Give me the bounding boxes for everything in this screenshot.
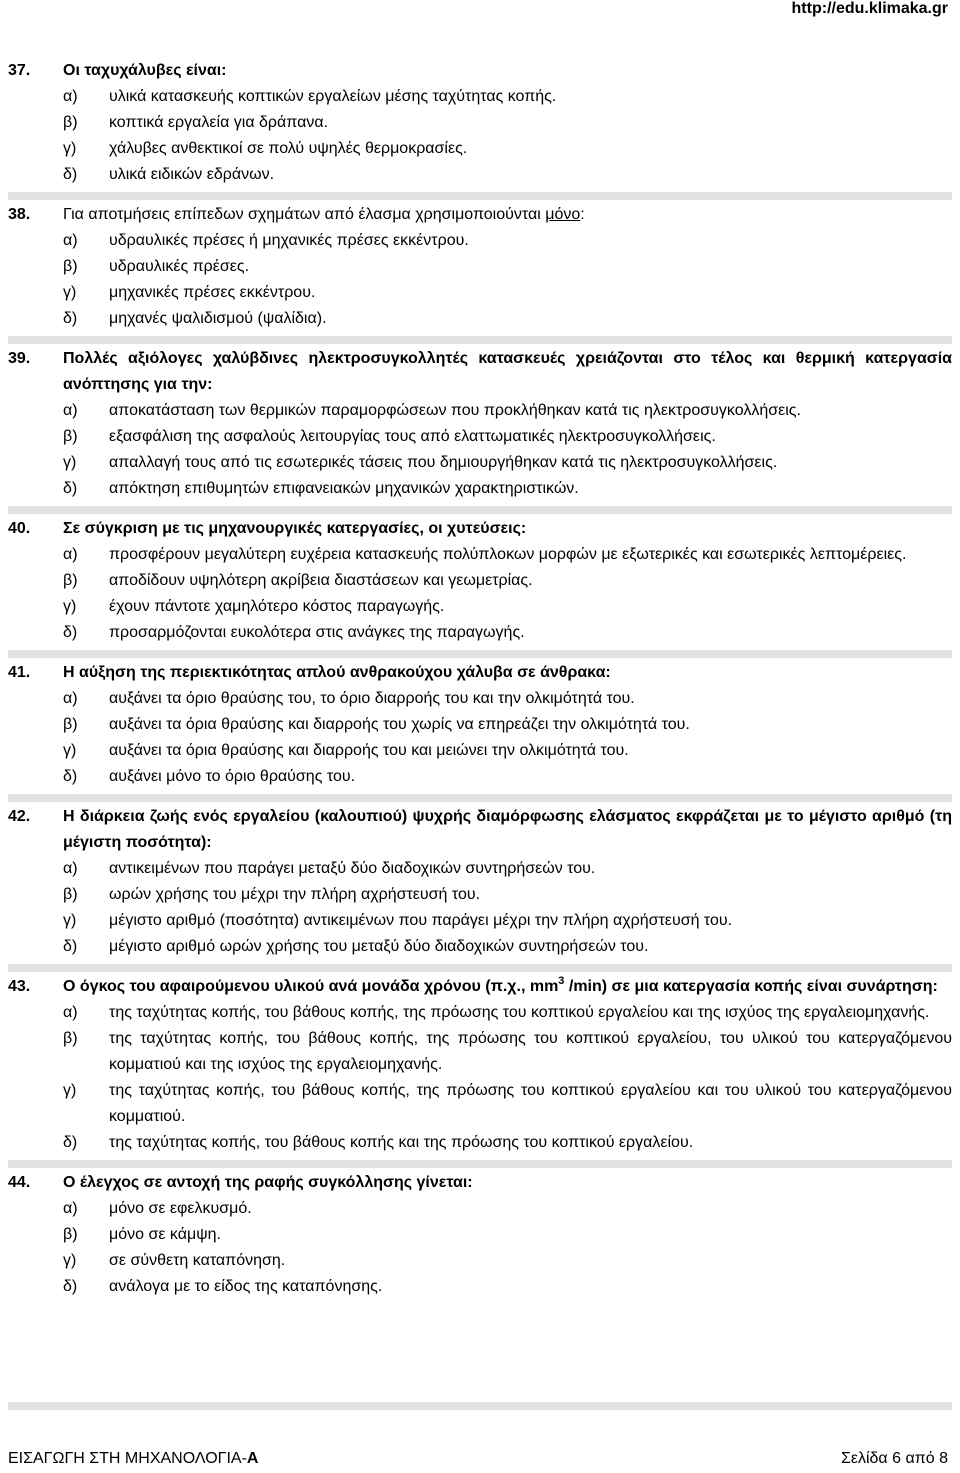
answer-option-text: μέγιστο αριθμό ωρών χρήσης του μεταξύ δύο διαδοχικών συντηρήσεών του. [109,938,649,955]
question-block [8,56,952,192]
question-number: 40. [8,520,31,537]
question-number: 44. [8,1174,31,1191]
answer-option-text: μηχανικές πρέσες εκκέντρου. [109,284,316,301]
answer-option-letter: β) [63,716,78,733]
answer-option-text: χάλυβες ανθεκτικοί σε πολύ υψηλές θερμοκρασίες. [109,140,468,157]
answer-option-letter: β) [63,886,78,903]
answer-option-letter: δ) [63,624,78,641]
answer-option-text: αυξάνει μόνο το όριο θραύσης του. [109,768,356,785]
answer-option [8,542,952,568]
answer-option-letter: δ) [63,1134,78,1151]
answer-option [8,856,952,882]
footer-page-number: Σελίδα 6 από 8 [840,1450,948,1467]
answer-option-letter: δ) [63,938,78,955]
answer-option-text: αποδίδουν υψηλότερη ακρίβεια διαστάσεων και γεωμετρίας. [109,572,533,589]
question-block [8,794,952,964]
question-block [8,336,952,506]
answer-option [8,398,952,424]
answer-option-letter: α) [63,860,78,877]
question-stem-part: : [580,206,585,223]
answer-option-letter: δ) [63,480,78,497]
question-header [8,200,952,228]
answer-option [8,136,952,162]
question-number: 41. [8,664,31,681]
answer-option-text: της ταχύτητας κοπής, του βάθους κοπής, της πρόωσης του κοπτικού εργαλείου και της ισχύος της εργαλειομηχανής. [109,1004,930,1021]
answer-option [8,228,952,254]
answer-option-letter: γ) [63,912,77,929]
answer-option-letter: γ) [63,1082,77,1099]
answer-option [8,908,952,934]
question-number: 38. [8,206,31,223]
question-stem [63,974,952,1000]
answer-option [8,1222,952,1248]
answer-option-text: μόνο σε εφελκυσμό. [109,1200,252,1217]
question-stem: Ο έλεγχος σε αντοχή της ραφής συγκόλλησης γίνεται: [63,1174,473,1191]
answer-option-letter: β) [63,428,78,445]
footer-divider [8,1402,952,1410]
answer-option-text: αντικειμένων που παράγει μεταξύ δύο διαδοχικών συντηρήσεών του. [109,860,596,877]
question-header [8,658,952,686]
answer-option-letter: γ) [63,742,77,759]
answer-option-text: αυξάνει τα όρια θραύσης και διαρροής του και μειώνει την ολκιμότητά του. [109,742,629,759]
question-block [8,650,952,794]
question-block [8,964,952,1160]
answer-option [8,738,952,764]
question-header [8,56,952,84]
question-number: 42. [8,808,31,825]
footer-course-title [8,1450,258,1468]
answer-option-letter: β) [63,1226,78,1243]
answer-option-text: προσφέρουν μεγαλύτερη ευχέρεια κατασκευής πολύπλοκων μορφών με εξωτερικές και εσωτερικές λεπτομέρειες. [109,546,907,563]
question-header [8,1168,952,1196]
question-stem: Σε σύγκριση με τις μηχανουργικές κατεργασίες, οι χυτεύσεις: [63,520,527,537]
answer-option-letter: β) [63,572,78,589]
answer-option-text: ωρών χρήσης του μέχρι την πλήρη αχρήστευσή του. [109,886,481,903]
answer-option-letter: α) [63,1004,78,1021]
answer-option [8,1078,952,1130]
question-stem-part: /min) σε μια κατεργασία κοπής είναι συνάρτηση: [564,978,938,995]
answer-option [8,686,952,712]
answer-option [8,764,952,790]
question-stem: Η αύξηση της περιεκτικότητας απλού ανθρακούχου χάλυβα σε άνθρακα: [63,664,611,681]
question-number: 39. [8,350,31,367]
footer-course-prefix: ΕΙΣΑΓΩΓΗ ΣΤΗ ΜΗΧΑΝΟΛΟΓΙΑ- [8,1450,247,1467]
question-block [8,192,952,336]
answer-option-letter: β) [63,114,78,131]
question-block [8,506,952,650]
answer-option-letter: α) [63,546,78,563]
answer-option [8,934,952,960]
answer-option-text: μέγιστο αριθμό (ποσότητα) αντικειμένων που παράγει μέχρι την πλήρη αχρήστευσή του. [109,912,733,929]
answer-option [8,712,952,738]
answer-option-letter: γ) [63,1252,77,1269]
answer-option-text: υλικά κατασκευής κοπτικών εργαλείων μέσης ταχύτητας κοπής. [109,88,557,105]
answer-option-text: αποκατάσταση των θερμικών παραμορφώσεων που προκλήθηκαν κατά τις ηλεκτροσυγκολλήσεις. [109,402,801,419]
answer-option-text: απόκτηση επιθυμητών επιφανειακών μηχανικών χαρακτηριστικών. [109,480,579,497]
answer-option-text: έχουν πάντοτε χαμηλότερο κόστος παραγωγής. [109,598,445,615]
answer-option [8,476,952,502]
answer-option [8,568,952,594]
answer-option-text: υδραυλικές πρέσες. [109,258,250,275]
answer-option-letter: δ) [63,166,78,183]
answer-option-text: σε σύνθετη καταπόνηση. [109,1252,286,1269]
answer-option-text: μηχανές ψαλιδισμού (ψαλίδια). [109,310,327,327]
question-number: 43. [8,978,31,995]
questions-list [8,56,952,1304]
answer-option-text: μόνο σε κάμψη. [109,1226,221,1243]
question-stem [63,202,952,228]
question-stem: Η διάρκεια ζωής ενός εργαλείου (καλουπιού) ψυχρής διαμόρφωσης ελάσματος εκφράζεται με το μέγιστο αριθμό (τη μέγιστη ποσότητα): [63,808,952,851]
answer-option [8,1196,952,1222]
answer-option [8,594,952,620]
answer-option [8,84,952,110]
question-number: 37. [8,62,31,79]
question-stem: Οι ταχυχάλυβες είναι: [63,62,227,79]
answer-option [8,450,952,476]
question-stem-part: Για αποτμήσεις επίπεδων σχημάτων από έλασμα χρησιμοποιούνται [63,206,546,223]
answer-option-text: της ταχύτητας κοπής, του βάθους κοπής και της πρόωσης του κοπτικού εργαλείου. [109,1134,694,1151]
answer-option [8,1248,952,1274]
answer-option-letter: β) [63,258,78,275]
answer-option-letter: γ) [63,598,77,615]
answer-option-letter: δ) [63,1278,78,1295]
answer-option-letter: β) [63,1030,78,1047]
answer-option [8,306,952,332]
question-header [8,344,952,398]
question-stem: Πολλές αξιόλογες χαλύβδινες ηλεκτροσυγκολλητές κατασκευές χρειάζονται στο τέλος και θερμική κατεργασία ανόπτησης για την: [63,350,952,393]
answer-option [8,1130,952,1156]
answer-option-text: υλικά ειδικών εδράνων. [109,166,275,183]
answer-option-text: απαλλαγή τους από τις εσωτερικές τάσεις που δημιουργήθηκαν κατά τις ηλεκτροσυγκολλήσεις. [109,454,778,471]
answer-option-text: της ταχύτητας κοπής, του βάθους κοπής, της πρόωσης του κοπτικού εργαλείου, του υλικού του κατεργαζόμενου κομματιού και της ισχύος της εργαλειομηχανής. [109,1030,952,1073]
answer-option [8,424,952,450]
question-stem-part: Ο όγκος του αφαιρούμενου υλικού ανά μονάδα χρόνου (π.χ., mm [63,978,559,995]
answer-option-text: της ταχύτητας κοπής, του βάθους κοπής, της πρόωσης του κοπτικού εργαλείου και του υλικού του κατεργαζόμενου κομματιού. [109,1082,952,1125]
answer-option [8,882,952,908]
question-stem-emphasis: μόνο [545,206,581,223]
footer-course-suffix: Α [246,1450,259,1467]
question-stem-superscript: 3 [558,975,565,987]
answer-option [8,280,952,306]
question-block [8,1160,952,1304]
answer-option-letter: α) [63,690,78,707]
answer-option-letter: γ) [63,454,77,471]
answer-option-letter: δ) [63,768,78,785]
answer-option-letter: α) [63,232,78,249]
answer-option [8,1000,952,1026]
answer-option-letter: γ) [63,284,77,301]
header-url: http://edu.klimaka.gr [791,0,948,17]
answer-option-text: προσαρμόζονται ευκολότερα στις ανάγκες της παραγωγής. [109,624,525,641]
answer-option-letter: α) [63,1200,78,1217]
question-spacer [8,1300,952,1304]
answer-option [8,1274,952,1300]
answer-option-text: κοπτικά εργαλεία για δράπανα. [109,114,329,131]
answer-option [8,110,952,136]
answer-option [8,162,952,188]
answer-option-letter: α) [63,88,78,105]
question-header [8,514,952,542]
answer-option-text: υδραυλικές πρέσες ή μηχανικές πρέσες εκκέντρου. [109,232,469,249]
answer-option-letter: γ) [63,140,77,157]
answer-option-text: αυξάνει τα όρια θραύσης και διαρροής του χωρίς να επηρεάζει την ολκιμότητά του. [109,716,690,733]
answer-option [8,1026,952,1078]
answer-option-text: εξασφάλιση της ασφαλούς λειτουργίας τους από ελαττωματικές ηλεκτροσυγκολλήσεις. [109,428,716,445]
question-header [8,802,952,856]
answer-option-letter: δ) [63,310,78,327]
question-header [8,972,952,1000]
answer-option [8,620,952,646]
answer-option-letter: α) [63,402,78,419]
answer-option [8,254,952,280]
answer-option-text: ανάλογα με το είδος της καταπόνησης. [109,1278,383,1295]
answer-option-text: αυξάνει τα όριο θραύσης του, το όριο διαρροής του και την ολκιμότητά του. [109,690,635,707]
